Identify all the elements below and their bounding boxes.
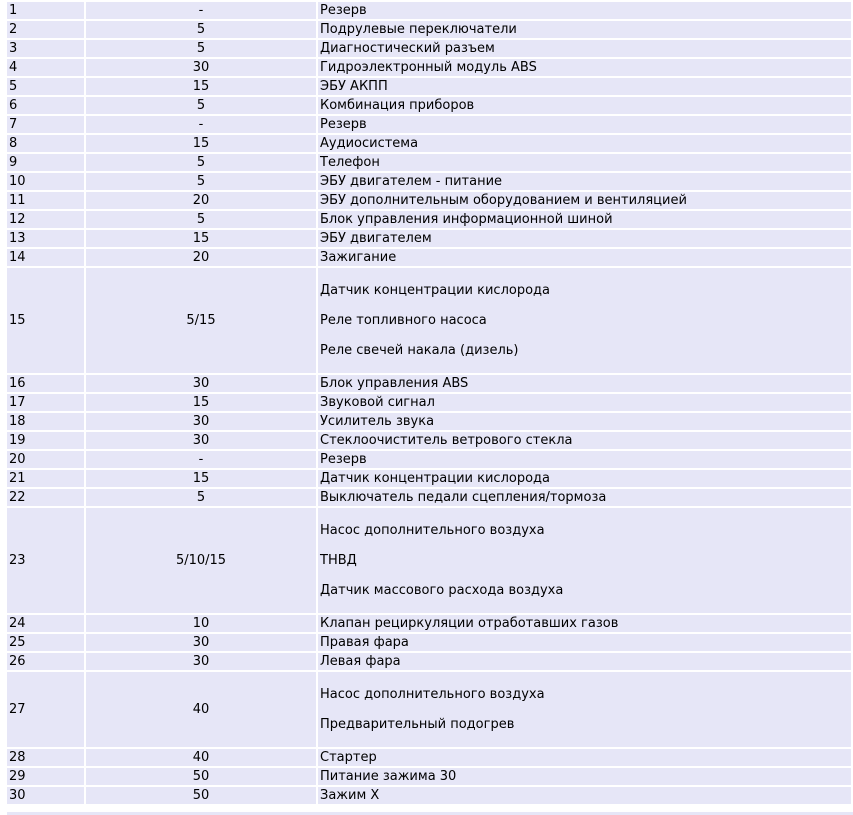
- fuse-number-cell: 20: [7, 451, 84, 468]
- fuse-description-cell: ЭБУ АКПП: [318, 78, 851, 95]
- table-row: [7, 451, 851, 468]
- fuse-number-cell: 16: [7, 375, 84, 392]
- fuse-rating-cell: 5: [86, 173, 316, 190]
- fuse-rating-cell: 30: [86, 413, 316, 430]
- fuse-number-cell: 15: [7, 268, 84, 373]
- fuse-description-cell: ЭБУ дополнительным оборудованием и вентиляцией: [318, 192, 851, 209]
- fuse-description-cell: ЭБУ двигателем - питание: [318, 173, 851, 190]
- fuse-number-cell: 25: [7, 634, 84, 651]
- fuse-number-cell: 9: [7, 154, 84, 171]
- fuse-number-cell: 11: [7, 192, 84, 209]
- fuse-number-cell: 28: [7, 749, 84, 766]
- fuse-description-cell: Зажигание: [318, 249, 851, 266]
- fuse-rating-cell: 50: [86, 768, 316, 785]
- fuse-rating-cell: 15: [86, 135, 316, 152]
- fuse-description-cell: Резерв: [318, 2, 851, 19]
- fuse-number-cell: 24: [7, 615, 84, 632]
- fuse-description-cell: Гидроэлектронный модуль ABS: [318, 59, 851, 76]
- fuse-description-cell: Блок управления информационной шиной: [318, 211, 851, 228]
- fuse-rating-cell: 20: [86, 192, 316, 209]
- table-row: [7, 615, 851, 632]
- fuse-description-cell: [318, 672, 851, 747]
- fuse-description-cell: Аудиосистема: [318, 135, 851, 152]
- fuse-description-cell: ЭБУ двигателем: [318, 230, 851, 247]
- table-row: [7, 634, 851, 651]
- table-row: [7, 135, 851, 152]
- table-row: [7, 116, 851, 133]
- fuse-number-cell: 22: [7, 489, 84, 506]
- fuse-description-cell: Блок управления ABS: [318, 375, 851, 392]
- fuse-number-cell: 8: [7, 135, 84, 152]
- description-line: Предварительный подогрев: [320, 717, 515, 732]
- table-row: [7, 672, 851, 747]
- table-row: [7, 489, 851, 506]
- table-row: [7, 59, 851, 76]
- fuse-rating-cell: 5: [86, 21, 316, 38]
- fuse-number-cell: 29: [7, 768, 84, 785]
- fuse-rating-cell: 5/10/15: [86, 508, 316, 613]
- fuse-number-cell: 4: [7, 59, 84, 76]
- fuse-number-cell: 10: [7, 173, 84, 190]
- fuse-rating-cell: 5/15: [86, 268, 316, 373]
- fuse-rating-cell: 20: [86, 249, 316, 266]
- fuse-description-cell: Резерв: [318, 116, 851, 133]
- table-row: [7, 154, 851, 171]
- fuse-description-cell: Клапан рециркуляции отработавших газов: [318, 615, 851, 632]
- fuse-table: [5, 0, 853, 806]
- table-row: [7, 394, 851, 411]
- description-line: Насос дополнительного воздуха: [320, 523, 545, 538]
- table-row: [7, 749, 851, 766]
- fuse-rating-cell: 5: [86, 97, 316, 114]
- table-row: [7, 768, 851, 785]
- fuse-description-cell: Комбинация приборов: [318, 97, 851, 114]
- fuse-description-cell: Правая фара: [318, 634, 851, 651]
- fuse-description-cell: Зажим X: [318, 787, 851, 804]
- fuse-rating-cell: 15: [86, 78, 316, 95]
- table-row: [7, 192, 851, 209]
- fuse-description-cell: Подрулевые переключатели: [318, 21, 851, 38]
- table-row: [7, 211, 851, 228]
- fuse-number-cell: 23: [7, 508, 84, 613]
- fuse-number-cell: 26: [7, 653, 84, 670]
- table-row: [7, 249, 851, 266]
- fuse-rating-cell: -: [86, 116, 316, 133]
- fuse-rating-cell: -: [86, 451, 316, 468]
- fuse-number-cell: 14: [7, 249, 84, 266]
- fuse-number-cell: 30: [7, 787, 84, 804]
- fuse-rating-cell: 30: [86, 634, 316, 651]
- fuse-number-cell: 27: [7, 672, 84, 747]
- fuse-number-cell: 21: [7, 470, 84, 487]
- fuse-description-cell: Диагностический разъем: [318, 40, 851, 57]
- description-line: Реле топливного насоса: [320, 313, 487, 328]
- fuse-rating-cell: 5: [86, 211, 316, 228]
- fuse-number-cell: 17: [7, 394, 84, 411]
- table-row: [7, 173, 851, 190]
- description-line: ТНВД: [320, 553, 357, 568]
- table-row: [7, 413, 851, 430]
- fuse-description-cell: [318, 268, 851, 373]
- fuse-rating-cell: 10: [86, 615, 316, 632]
- fuse-description-cell: Питание зажима 30: [318, 768, 851, 785]
- fuse-description-cell: Левая фара: [318, 653, 851, 670]
- table-row: [7, 40, 851, 57]
- fuse-description-cell: [318, 508, 851, 613]
- fuse-rating-cell: 15: [86, 470, 316, 487]
- fuse-rating-cell: 5: [86, 40, 316, 57]
- fuse-number-cell: 1: [7, 2, 84, 19]
- fuse-rating-cell: 15: [86, 394, 316, 411]
- fuse-description-cell: Резерв: [318, 451, 851, 468]
- fuse-rating-cell: 40: [86, 749, 316, 766]
- table-row: [7, 508, 851, 613]
- fuse-description-cell: Стартер: [318, 749, 851, 766]
- fuse-rating-cell: 30: [86, 59, 316, 76]
- description-line: Насос дополнительного воздуха: [320, 687, 545, 702]
- fuse-description-cell: Датчик концентрации кислорода: [318, 470, 851, 487]
- table-row: [7, 375, 851, 392]
- table-row: [7, 787, 851, 804]
- table-row: [7, 653, 851, 670]
- description-line: Датчик концентрации кислорода: [320, 283, 551, 298]
- fuse-table-body: [7, 2, 851, 804]
- fuse-rating-cell: 15: [86, 230, 316, 247]
- fuse-description-cell: Телефон: [318, 154, 851, 171]
- fuse-rating-cell: 40: [86, 672, 316, 747]
- fuse-rating-cell: 50: [86, 787, 316, 804]
- fuse-number-cell: 7: [7, 116, 84, 133]
- fuse-number-cell: 19: [7, 432, 84, 449]
- fuse-rating-cell: 5: [86, 489, 316, 506]
- fuse-number-cell: 12: [7, 211, 84, 228]
- fuse-number-cell: 13: [7, 230, 84, 247]
- table-row: [7, 21, 851, 38]
- table-row: [7, 432, 851, 449]
- table-row: [7, 230, 851, 247]
- fuse-rating-cell: 30: [86, 653, 316, 670]
- table-row: [7, 2, 851, 19]
- fuse-number-cell: 2: [7, 21, 84, 38]
- fuse-description-cell: Звуковой сигнал: [318, 394, 851, 411]
- fuse-rating-cell: 30: [86, 432, 316, 449]
- fuse-number-cell: 3: [7, 40, 84, 57]
- fuse-rating-cell: 5: [86, 154, 316, 171]
- fuse-number-cell: 18: [7, 413, 84, 430]
- fuse-description-cell: Усилитель звука: [318, 413, 851, 430]
- table-row: [7, 268, 851, 373]
- fuse-description-cell: Стеклоочиститель ветрового стекла: [318, 432, 851, 449]
- table-row: [7, 470, 851, 487]
- fuse-number-cell: 5: [7, 78, 84, 95]
- table-row: [7, 78, 851, 95]
- fuse-rating-cell: 30: [86, 375, 316, 392]
- description-line: Датчик массового расхода воздуха: [320, 583, 564, 598]
- table-row: [7, 97, 851, 114]
- fuse-number-cell: 6: [7, 97, 84, 114]
- fuse-description-cell: Выключатель педали сцепления/тормоза: [318, 489, 851, 506]
- description-line: Реле свечей накала (дизель): [320, 343, 519, 358]
- fuse-rating-cell: -: [86, 2, 316, 19]
